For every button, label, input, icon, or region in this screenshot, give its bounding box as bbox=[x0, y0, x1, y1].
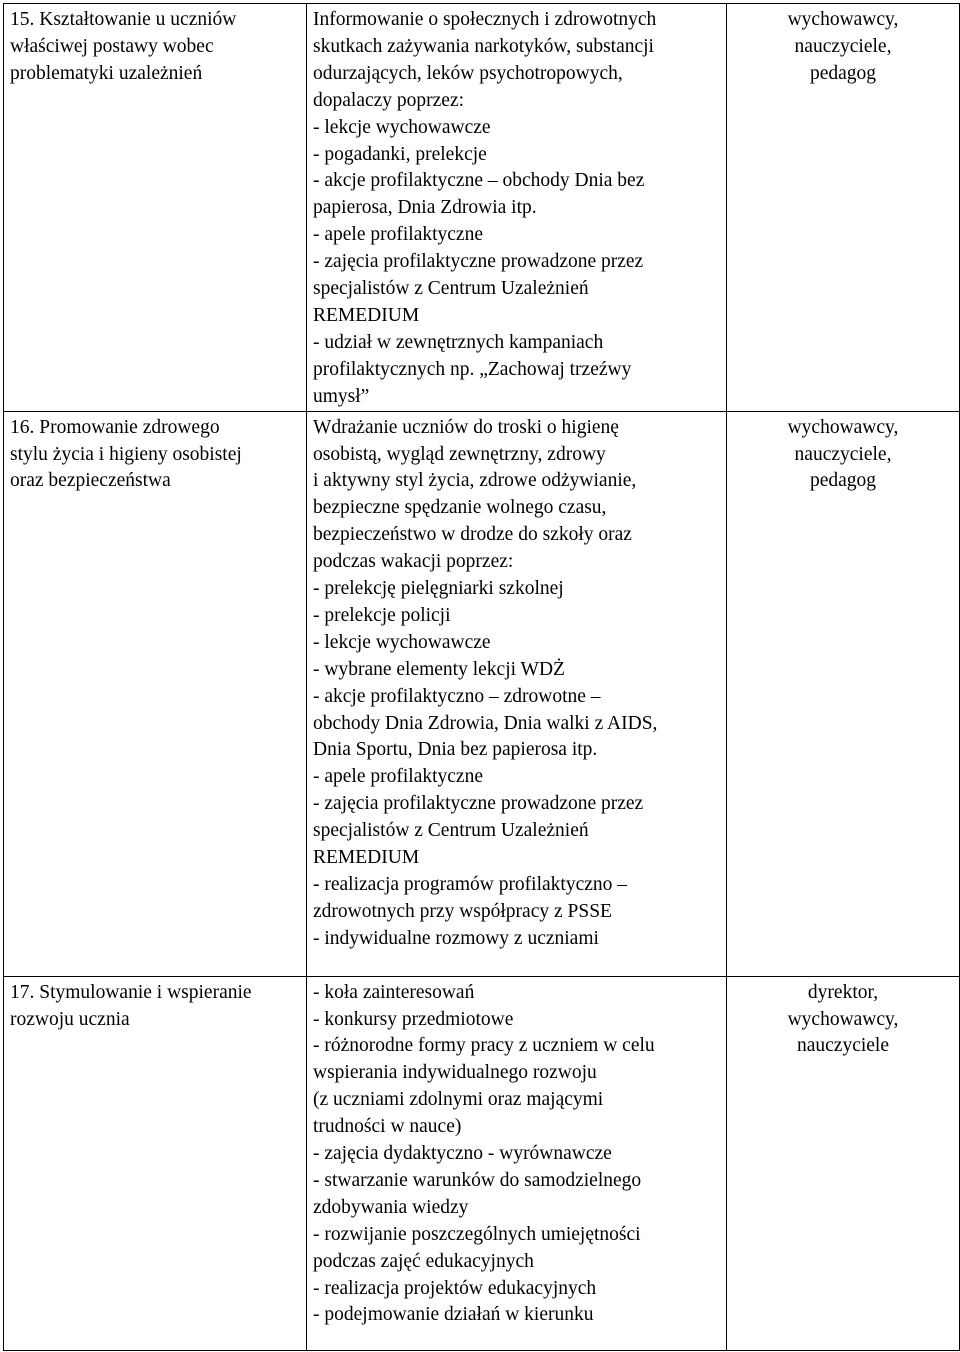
responsible-line: nauczyciele bbox=[796, 1035, 889, 1057]
topic-cell bbox=[4, 411, 307, 976]
topic-cell bbox=[4, 976, 307, 1350]
content-line: skutkach zażywania narkotyków, substancji bbox=[313, 35, 654, 57]
topic-line: oraz bezpieczeństwa bbox=[10, 470, 171, 492]
content-line: - rozwijanie poszczególnych umiejętności bbox=[313, 1223, 641, 1245]
responsible-cell bbox=[727, 4, 960, 412]
responsible-cell bbox=[727, 411, 960, 976]
content-line: - konkursy przedmiotowe bbox=[313, 1008, 514, 1030]
table-row bbox=[4, 4, 960, 412]
content-line: - realizacja programów profilaktyczno – bbox=[313, 874, 628, 895]
responsible-line: wychowawcy, bbox=[787, 1008, 899, 1030]
content-line: - lekcje wychowawcze bbox=[313, 116, 491, 138]
content-line: podczas wakacji poprzez: bbox=[313, 551, 514, 573]
content-line: - apele profilaktyczne bbox=[313, 766, 483, 788]
topic-line: problematyki uzależnień bbox=[10, 62, 203, 84]
content-line: - akcje profilaktyczno – zdrowotne – bbox=[313, 685, 601, 707]
content-line: - udział w zewnętrznych kampaniach bbox=[313, 331, 604, 353]
table-row bbox=[4, 411, 960, 976]
content-line: Wdrażanie uczniów do troski o higienę bbox=[313, 416, 619, 438]
content-line: - lekcje wychowawcze bbox=[313, 631, 491, 653]
topic-cell bbox=[4, 4, 307, 412]
content-line: bezpieczeństwo w drodze do szkoły oraz bbox=[313, 524, 632, 546]
responsible-line: wychowawcy, bbox=[787, 416, 899, 438]
content-line: Informowanie o społecznych i zdrowotnych bbox=[313, 9, 657, 30]
content-line: zdobywania wiedzy bbox=[313, 1196, 469, 1218]
content-line: zdrowotnych przy współpracy z PSSE bbox=[313, 900, 612, 922]
content-line: specjalistów z Centrum Uzależnień bbox=[313, 820, 589, 842]
content-line: - pogadanki, prelekcje bbox=[313, 143, 487, 165]
content-line: - różnorodne formy pracy z uczniem w celu bbox=[313, 1035, 655, 1057]
program-table bbox=[3, 3, 960, 1351]
content-line: trudności w nauce) bbox=[313, 1116, 462, 1138]
content-line: profilaktycznych np. „Zachowaj trzeźwy bbox=[313, 358, 632, 380]
responsible-line: pedagog bbox=[809, 62, 877, 84]
content-line: - zajęcia profilaktyczne prowadzone przez bbox=[313, 793, 644, 815]
content-line: - zajęcia profilaktyczne prowadzone przez bbox=[313, 251, 644, 273]
content-line: REMEDIUM bbox=[313, 304, 420, 326]
content-line: - zajęcia dydaktyczno - wyrównawcze bbox=[313, 1143, 612, 1165]
content-line: REMEDIUM bbox=[313, 847, 420, 869]
content-cell bbox=[307, 411, 727, 976]
content-line: Dnia Sportu, Dnia bez papierosa itp. bbox=[313, 739, 598, 761]
content-line: podczas zajęć edukacyjnych bbox=[313, 1250, 534, 1272]
content-line: - indywidualne rozmowy z uczniami bbox=[313, 927, 599, 949]
topic-line: stylu życia i higieny osobistej bbox=[10, 443, 242, 465]
topic-line: 15. Kształtowanie u uczniów bbox=[10, 9, 237, 30]
content-line: - koła zainteresowań bbox=[313, 981, 475, 1003]
topic-line: 17. Stymulowanie i wspieranie bbox=[10, 981, 252, 1003]
content-line: bezpieczne spędzanie wolnego czasu, bbox=[313, 497, 607, 519]
content-line: - podejmowanie działań w kierunku bbox=[313, 1304, 594, 1326]
table-row bbox=[4, 976, 960, 1350]
content-line: specjalistów z Centrum Uzależnień bbox=[313, 278, 589, 300]
content-line: umysł” bbox=[313, 385, 370, 407]
responsible-cell bbox=[727, 976, 960, 1350]
responsible-line: pedagog bbox=[809, 470, 877, 492]
content-line: (z uczniami zdolnymi oraz mającymi bbox=[313, 1089, 604, 1111]
content-line: wspierania indywidualnego rozwoju bbox=[313, 1062, 597, 1084]
responsible-line: nauczyciele, bbox=[794, 443, 892, 465]
content-line: - apele profilaktyczne bbox=[313, 224, 483, 246]
responsible-line: nauczyciele, bbox=[794, 35, 892, 57]
content-line: dopalaczy poprzez: bbox=[313, 89, 465, 111]
content-line: papierosa, Dnia Zdrowia itp. bbox=[313, 197, 537, 219]
content-line: - stwarzanie warunków do samodzielnego bbox=[313, 1169, 642, 1191]
content-cell bbox=[307, 976, 727, 1350]
content-line: i aktywny styl życia, zdrowe odżywianie, bbox=[313, 470, 637, 492]
responsible-line: dyrektor, bbox=[807, 981, 879, 1003]
content-line: - realizacja projektów edukacyjnych bbox=[313, 1277, 597, 1299]
content-line: odurzających, leków psychotropowych, bbox=[313, 62, 623, 84]
content-line: - akcje profilaktyczne – obchody Dnia bez bbox=[313, 170, 645, 192]
content-line: osobistą, wygląd zewnętrzny, zdrowy bbox=[313, 443, 606, 465]
content-cell bbox=[307, 4, 727, 412]
content-line: - prelekcje policji bbox=[313, 604, 451, 626]
content-line: - prelekcję pielęgniarki szkolnej bbox=[313, 578, 564, 600]
responsible-line: wychowawcy, bbox=[787, 9, 899, 30]
topic-line: rozwoju ucznia bbox=[10, 1008, 130, 1030]
content-line: obchody Dnia Zdrowia, Dnia walki z AIDS, bbox=[313, 712, 658, 734]
topic-line: 16. Promowanie zdrowego bbox=[10, 416, 220, 438]
topic-line: właściwej postawy wobec bbox=[10, 35, 214, 57]
content-line: - wybrane elementy lekcji WDŻ bbox=[313, 658, 565, 680]
